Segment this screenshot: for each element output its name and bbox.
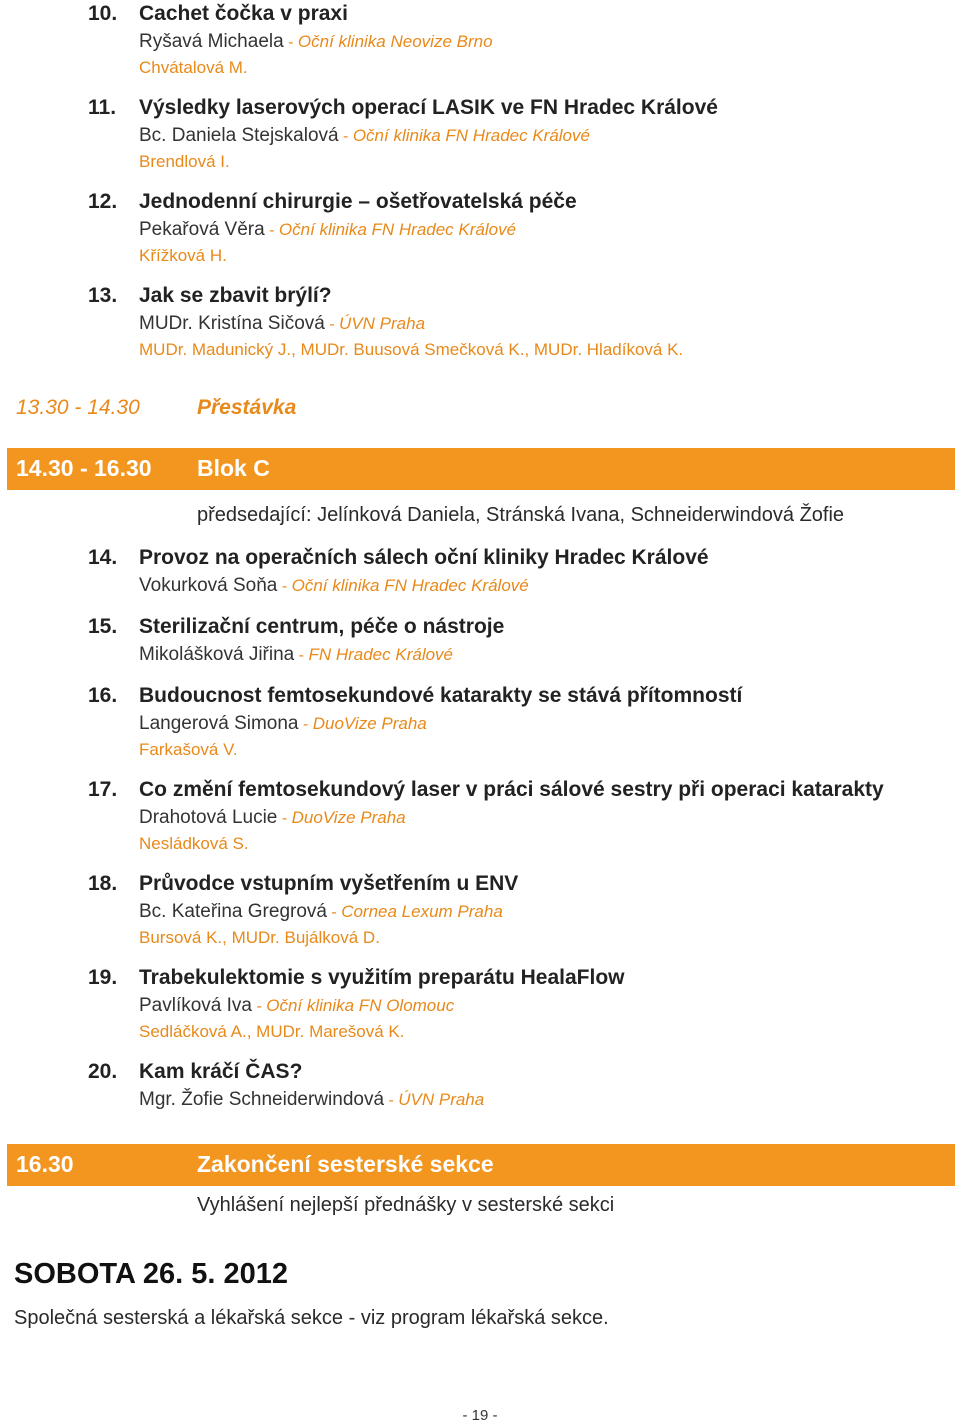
item-speaker-line: Drahotová Lucie - DuoVize Praha xyxy=(139,807,406,828)
item-number: 16. xyxy=(88,684,118,707)
speaker-name: Pekařová Věra xyxy=(139,219,265,240)
item-number: 11. xyxy=(88,96,117,119)
item-number: 10. xyxy=(88,2,118,25)
closing-time: 16.30 xyxy=(16,1151,74,1177)
block-c-chairs: předsedající: Jelínková Daniela, Stránská Ivana, Schneiderwindová Žofie xyxy=(197,504,845,526)
coauthors: Brendlová I. xyxy=(139,152,230,171)
coauthors: MUDr. Madunický J., MUDr. Buusová Smečková K., MUDr. Hladíková K. xyxy=(139,340,684,359)
item-title: Jednodenní chirurgie – ošetřovatelská péče xyxy=(139,190,577,213)
closing-band xyxy=(7,1144,955,1186)
institution: ÚVN Praha xyxy=(339,314,426,333)
item-number: 14. xyxy=(88,546,118,569)
item-speaker-line: Langerová Simona - DuoVize Praha xyxy=(139,713,427,734)
item-title: Sterilizační centrum, péče o nástroje xyxy=(139,615,505,638)
coauthors: Křížková H. xyxy=(139,246,227,265)
item-title: Výsledky laserových operací LASIK ve FN Hradec Králové xyxy=(139,96,718,119)
item-number: 13. xyxy=(88,284,118,307)
item-speaker-line: Pavlíková Iva - Oční klinika FN Olomouc xyxy=(139,995,455,1016)
speaker-name: Langerová Simona xyxy=(139,713,299,734)
item-number: 20. xyxy=(88,1060,118,1083)
block-c-time: 14.30 - 16.30 xyxy=(16,455,152,481)
item-number: 18. xyxy=(88,872,118,895)
closing-note: Vyhlášení nejlepší přednášky v sesterské sekci xyxy=(197,1194,615,1216)
item-speaker-line: Mikolášková Jiřina - FN Hradec Králové xyxy=(139,644,454,665)
saturday-note: Společná sesterská a lékařská sekce - viz program lékařská sekce. xyxy=(14,1307,609,1329)
coauthors: Sedláčková A., MUDr. Marešová K. xyxy=(139,1022,405,1041)
saturday-heading: SOBOTA 26. 5. 2012 xyxy=(14,1258,289,1290)
block-c-label: Blok C xyxy=(197,455,270,481)
coauthors: Bursová K., MUDr. Bujálková D. xyxy=(139,928,380,947)
item-speaker-line: Vokurková Soňa - Oční klinika FN Hradec Králové xyxy=(139,575,529,596)
item-title: Budoucnost femtosekundové katarakty se stává přítomností xyxy=(139,684,743,707)
institution: DuoVize Praha xyxy=(312,714,427,733)
coauthors: Chvátalová M. xyxy=(139,58,248,77)
break-time: 13.30 - 14.30 xyxy=(16,396,140,419)
institution: Oční klinika FN Hradec Králové xyxy=(291,576,529,595)
coauthors: Nesládková S. xyxy=(139,834,249,853)
break-label: Přestávka xyxy=(197,396,297,419)
item-number: 17. xyxy=(88,778,118,801)
item-number: 12. xyxy=(88,190,118,213)
institution: DuoVize Praha xyxy=(291,808,406,827)
item-title: Trabekulektomie s využitím preparátu HealaFlow xyxy=(139,966,625,989)
speaker-name: MUDr. Kristína Sičová xyxy=(139,313,325,334)
item-title: Cachet čočka v praxi xyxy=(139,2,348,25)
institution: Cornea Lexum Praha xyxy=(341,902,503,921)
item-speaker-line: Bc. Kateřina Gregrová - Cornea Lexum Praha xyxy=(139,901,503,922)
institution: ÚVN Praha xyxy=(398,1090,485,1109)
item-speaker-line: MUDr. Kristína Sičová - ÚVN Praha xyxy=(139,313,426,334)
speaker-name: Mgr. Žofie Schneiderwindová xyxy=(139,1089,385,1110)
block-c-band xyxy=(7,448,955,490)
speaker-name: Mikolášková Jiřina xyxy=(139,644,295,665)
speaker-name: Bc. Daniela Stejskalová xyxy=(139,125,339,146)
speaker-name: Ryšavá Michaela xyxy=(139,31,284,52)
item-title: Co změní femtosekundový laser v práci sálové sestry při operaci katarakty xyxy=(139,778,884,801)
speaker-name: Drahotová Lucie xyxy=(139,807,278,828)
institution: Oční klinika Neovize Brno xyxy=(297,32,493,51)
item-speaker-line: Bc. Daniela Stejskalová - Oční klinika FN Hradec Králové xyxy=(139,125,590,146)
item-speaker-line: Mgr. Žofie Schneiderwindová - ÚVN Praha xyxy=(139,1089,485,1110)
item-title: Provoz na operačních sálech oční kliniky Hradec Králové xyxy=(139,546,709,569)
speaker-name: Bc. Kateřina Gregrová xyxy=(139,901,327,922)
item-speaker-line: Ryšavá Michaela - Oční klinika Neovize Brno xyxy=(139,31,493,52)
institution: FN Hradec Králové xyxy=(308,645,454,664)
institution: Oční klinika FN Hradec Králové xyxy=(278,220,517,239)
item-speaker-line: Pekařová Věra - Oční klinika FN Hradec Králové xyxy=(139,219,517,240)
institution: Oční klinika FN Hradec Králové xyxy=(352,126,590,145)
coauthors: Farkašová V. xyxy=(139,740,238,759)
institution: Oční klinika FN Olomouc xyxy=(266,996,455,1015)
item-number: 15. xyxy=(88,615,118,638)
item-title: Kam kráčí ČAS? xyxy=(139,1060,303,1083)
closing-label: Zakončení sesterské sekce xyxy=(197,1151,494,1177)
item-title: Jak se zbavit brýlí? xyxy=(139,284,332,307)
speaker-name: Vokurková Soňa xyxy=(139,575,278,596)
speaker-name: Pavlíková Iva xyxy=(139,995,252,1016)
item-title: Průvodce vstupním vyšetřením u ENV xyxy=(139,872,519,895)
item-number: 19. xyxy=(88,966,118,989)
page-number: - 19 - xyxy=(462,1407,498,1424)
